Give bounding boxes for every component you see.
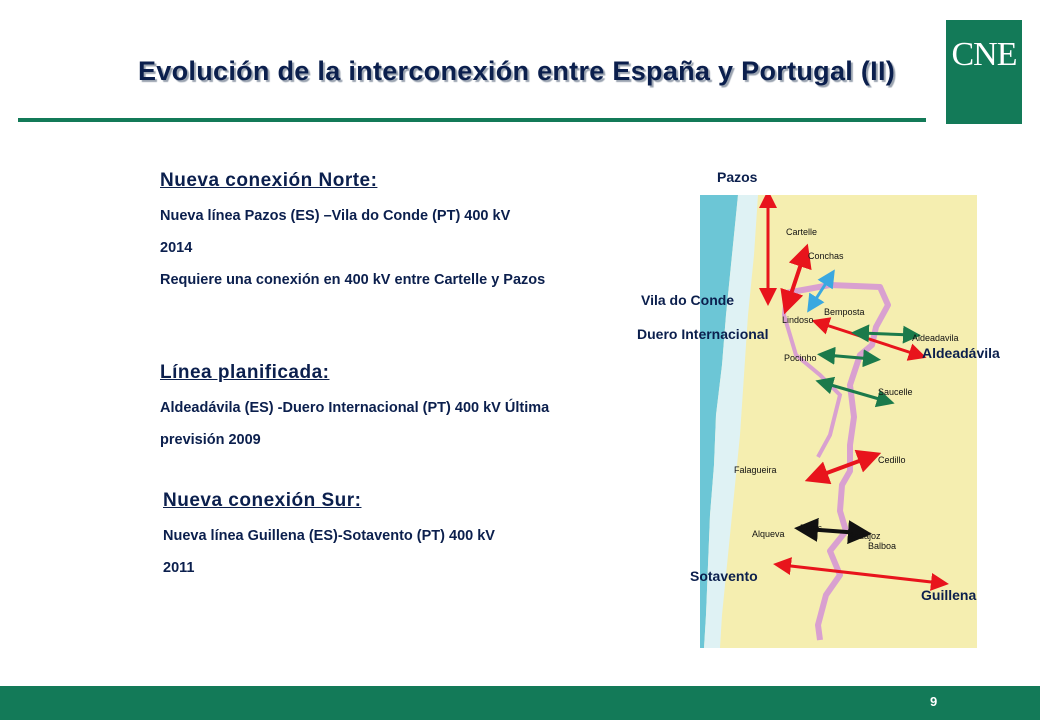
footer-bar — [0, 686, 1040, 720]
bemposta-aldeadavila-arrow — [860, 333, 912, 335]
place-conchas: Conchas — [808, 251, 844, 261]
place-alqueva: Alqueva — [752, 529, 785, 539]
sur-line-2: 2011 — [163, 560, 195, 576]
place-balboa: Balboa — [868, 541, 897, 551]
place-lindoso: Lindoso — [782, 315, 814, 325]
planificada-heading: Línea planificada: — [160, 362, 330, 383]
place-cartelle: Cartelle — [786, 227, 818, 237]
place-elvas: Elvas — [800, 523, 823, 533]
label-pazos: Pazos — [717, 169, 758, 185]
label-guillena: Guillena — [921, 587, 977, 603]
sur-heading: Nueva conexión Sur: — [163, 490, 362, 511]
planificada-line-2: previsión 2009 — [160, 432, 261, 448]
planificada-line-1: Aldeadávila (ES) -Duero Internacional (PT) 400 kV Última — [160, 400, 550, 416]
norte-line-3: Requiere una conexión en 400 kV entre Cartelle y Pazos — [160, 272, 546, 288]
place-badajoz: Badajoz — [848, 531, 881, 541]
norte-heading: Nueva conexión Norte: — [160, 170, 378, 191]
place-pocinho: Pocinho — [784, 353, 817, 363]
place-saucelle: Saucelle — [878, 387, 913, 397]
label-sotavento: Sotavento — [690, 568, 758, 584]
section-norte — [160, 170, 545, 296]
title-divider — [18, 118, 926, 122]
place-bemposta: Bemposta — [824, 307, 865, 317]
page-number: 9 — [930, 694, 938, 709]
section-planificada — [160, 362, 549, 456]
place-cedillo: Cedillo — [878, 455, 906, 465]
norte-line-2: 2014 — [160, 240, 193, 256]
label-vila-do-conde: Vila do Conde — [641, 292, 735, 308]
place-aldeadavila: Aldeadavila — [912, 333, 959, 343]
place-falagueira: Falagueira — [734, 465, 777, 475]
label-duero-internacional: Duero Internacional — [637, 326, 769, 342]
norte-line-1: Nueva línea Pazos (ES) –Vila do Conde (PT) 400 kV — [160, 208, 511, 224]
label-aldeadavila: Aldeadávila — [922, 345, 1000, 361]
slide-title: Evolución de la interconexión entre España y Portugal (II) — [138, 56, 896, 86]
sur-line-1: Nueva línea Guillena (ES)-Sotavento (PT) 400 kV — [163, 528, 495, 544]
cne-logo: CNE — [946, 20, 1022, 124]
section-sur — [163, 490, 495, 584]
